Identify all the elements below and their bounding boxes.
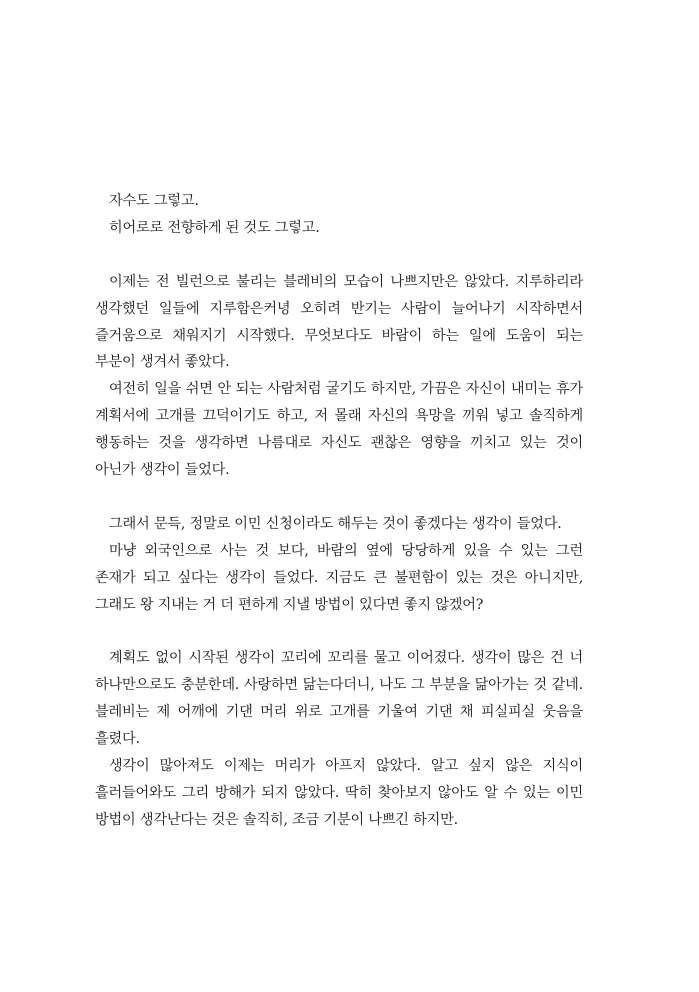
paragraph-foreigner: 마냥 외국인으로 사는 것 보다, 바람의 옆에 당당하게 있을 수 있는 그런 존재가 되고 싶다는 생각이 들었다. 지금도 큰 불편함이 있는 것은 아니지만, 그래도 왕 지내는 거 더 편하게 지낼 방법이 있다면 좋지 않겠어? [95, 542, 583, 613]
paragraph-no-headache: 생각이 많아져도 이제는 머리가 아프지 않았다. 알고 싶지 않은 지식이 흘러들어와도 그리 방해가 되지 않았다. 딱히 찾아보지 않아도 알 수 있는 이민 방법이 생각난다는 것은 솔직히, 조금 기분이 나쁘긴 하지만. [95, 757, 583, 828]
paragraph-line-1: 자수도 그렇고. [109, 193, 199, 209]
paragraph-villain-image: 이제는 전 빌런으로 불리는 블레비의 모습이 나쁘지만은 않았다. 지루하리라 생각했던 일들에 지루함은커녕 오히려 반기는 사람이 늘어나기 시작하면서 즐거움으로 채워지기 시작했다. 무엇보다도 바람이 하는 일에 도움이 되는 부분이 생겨서 좋았다. [95, 273, 583, 371]
paragraph-immigration-idea: 그래서 문득, 정말로 이민 신청이라도 해두는 것이 좋겠다는 생각이 들었다. [109, 515, 562, 532]
paragraph-vacation-plan: 여전히 일을 쉬면 안 되는 사람처럼 굴기도 하지만, 가끔은 자신이 내미는 휴가 계획서에 고개를 끄덕이기도 하고, 저 몰래 자신의 욕망을 끼워 넣고 솔직하게 행동하는 것을 생각하면 나름대로 자신도 괜찮은 영향을 끼치고 있는 것이 아닌가 생각이 들었다. [95, 381, 583, 479]
blank-line [95, 484, 583, 511]
document-page [95, 188, 583, 834]
paragraph-thoughts-chain: 계획도 없이 시작된 생각이 꼬리에 꼬리를 물고 이어졌다. 생각이 많은 건 너 하나만으로도 충분한데. 사랑하면 닮는다더니, 나도 그 부분을 닮아가는 것 같네. 블레비는 제 어깨에 기댄 머리 위로 고개를 기울여 기댄 채 피실피실 웃음을 흘렸다. [95, 650, 583, 748]
paragraph-line-2: 히어로로 전향하게 된 것도 그렇고. [109, 219, 320, 236]
blank-line [95, 242, 583, 269]
blank-line [95, 618, 583, 645]
